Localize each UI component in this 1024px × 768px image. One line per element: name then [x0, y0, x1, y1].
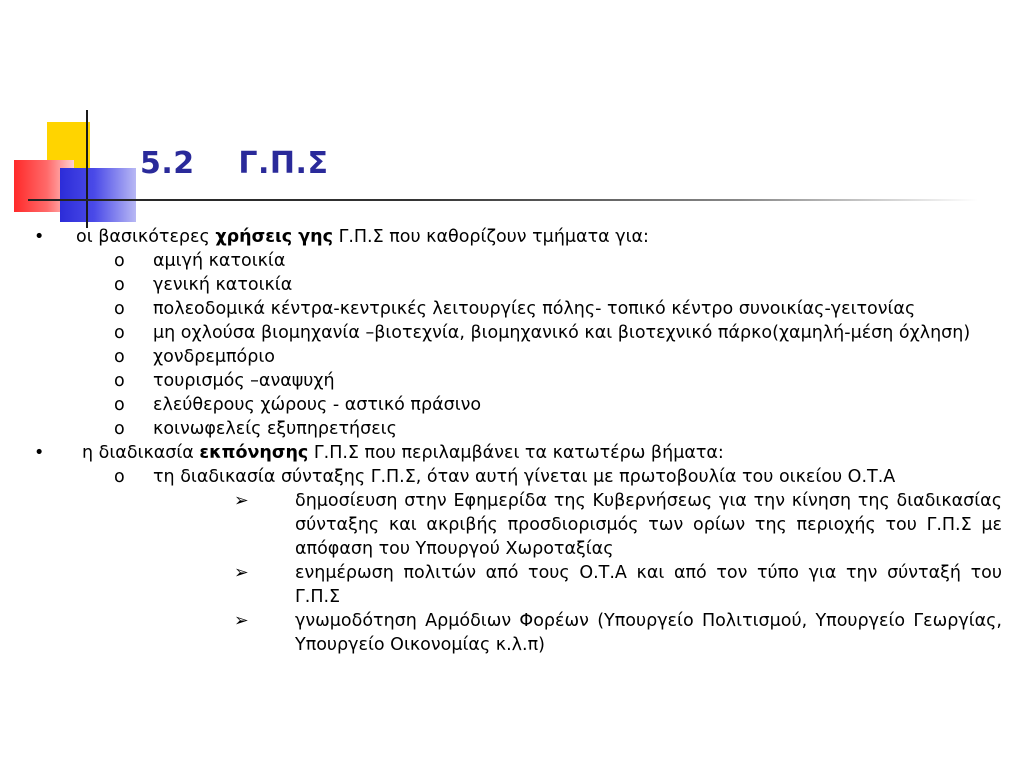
circle-marker: o	[114, 371, 125, 391]
sub-item: o χονδρεμπόριο	[114, 347, 275, 367]
circle-marker: o	[114, 467, 125, 487]
circle-marker: o	[114, 251, 125, 271]
arrow-marker: ➢	[234, 611, 249, 631]
circle-marker: o	[114, 275, 125, 295]
sub-item: o αμιγή κατοικία	[114, 251, 286, 271]
bullet-item-process: • η διαδικασία εκπόνησης Γ.Π.Σ που περιλαμβάνει τα κατωτέρω βήματα:	[34, 443, 724, 463]
sub-item: o ελεύθερους χώρους - αστικό πράσινο	[114, 395, 482, 415]
sub-item: o γενική κατοικία	[114, 275, 293, 295]
arrow-item: ➢ ενημέρωση πολιτών από τους Ο.Τ.Α και από τον τύπο για την σύνταξή του Γ.Π.Σ	[234, 563, 1002, 607]
circle-marker: o	[114, 299, 125, 319]
sub-item: o μη οχλούσα βιομηχανία –βιοτεχνία, βιομηχανικό και βιοτεχνικό πάρκο(χαμηλή-μέση όχληση)	[114, 323, 971, 343]
slide-title: 5.2 Γ.Π.Σ	[140, 146, 329, 181]
arrow-marker: ➢	[234, 563, 249, 583]
sub-item: o τη διαδικασία σύνταξης Γ.Π.Σ, όταν αυτή γίνεται με πρωτοβουλία του οικείου Ο.Τ.Α	[114, 467, 896, 487]
arrow-item: ➢ δημοσίευση στην Εφημερίδα της Κυβερνήσεως για την κίνηση της διαδικασίας σύνταξης και ακριβής προσδιορισμός των ορίων της περιοχής του Γ.Π.Σ με απόφαση του Υπουργού Χωροταξίας	[234, 491, 1002, 559]
arrow-item: ➢ γνωμοδότηση Αρμόδιων Φορέων (Υπουργείο Πολιτισμού, Υπουργείο Γεωργίας, Υπουργείο Οικονομίας κ.λ.π)	[234, 611, 1002, 655]
title-underline	[28, 199, 978, 201]
circle-marker: o	[114, 347, 125, 367]
arrow-marker: ➢	[234, 491, 249, 511]
circle-marker: o	[114, 395, 125, 415]
sub-item: o πολεοδομικά κέντρα-κεντρικές λειτουργίες πόλης- τοπικό κέντρο συνοικίας-γειτονίας	[114, 299, 916, 319]
sub-item: o κοινωφελείς εξυπηρετήσεις	[114, 419, 397, 439]
sub-item: o τουρισμός –αναψυχή	[114, 371, 335, 391]
slide-body	[0, 225, 1024, 657]
bold-process: εκπόνησης	[199, 443, 309, 463]
bold-land-uses: χρήσεις γης	[215, 227, 334, 247]
bullet-marker: •	[34, 227, 45, 247]
bullet-item-land-uses: • οι βασικότερες χρήσεις γης Γ.Π.Σ που καθορίζουν τμήματα για:	[34, 227, 649, 247]
circle-marker: o	[114, 419, 125, 439]
bullet-marker: •	[34, 443, 45, 463]
circle-marker: o	[114, 323, 125, 343]
decor-vertical-line	[86, 110, 88, 228]
decor-blue-square	[60, 168, 136, 222]
